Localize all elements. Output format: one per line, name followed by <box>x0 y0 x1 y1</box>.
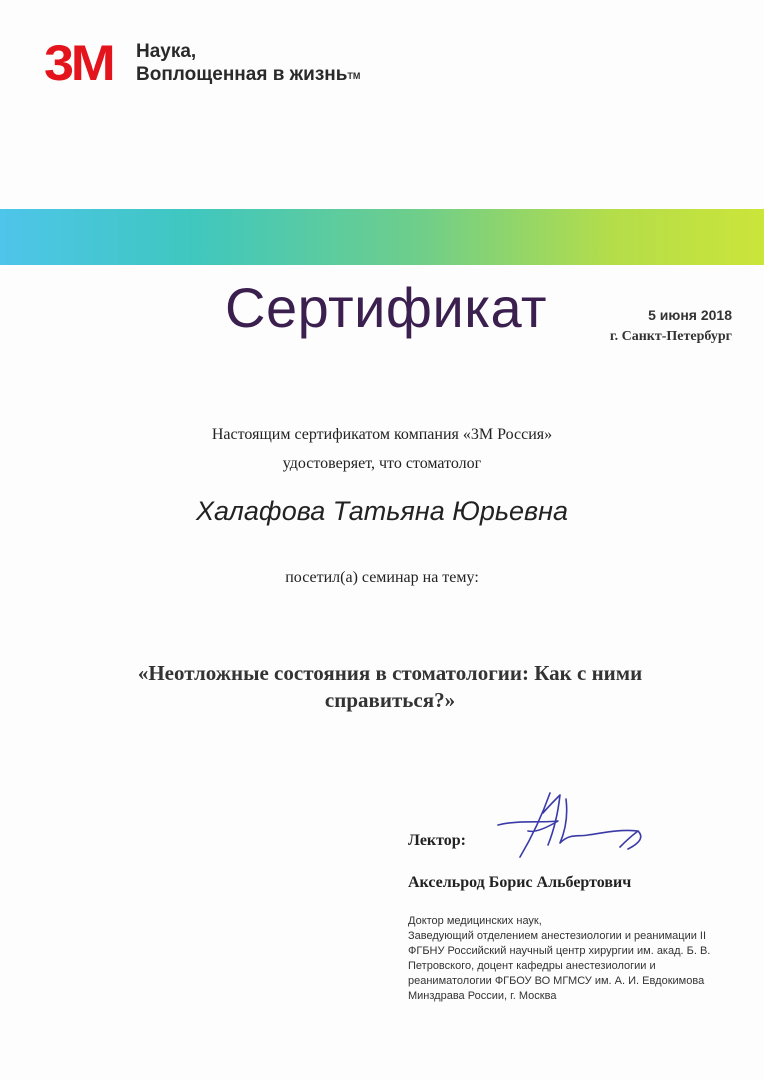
credential-line: Петровского, доцент кафедры анестезиологии и <box>408 960 656 972</box>
brand-tagline <box>136 40 360 86</box>
seminar-topic <box>110 660 670 714</box>
date-block <box>610 304 732 348</box>
trademark-mark: TM <box>347 71 361 81</box>
intro-line-2: удостоверяет, что стоматолог <box>282 455 482 472</box>
topic-line-2: справиться?» <box>324 688 456 712</box>
intro-line-1: Настоящим сертификатом компания «3М Россия» <box>211 426 553 443</box>
gradient-band <box>0 209 764 265</box>
brand-logo-3m: 3M <box>44 35 113 91</box>
certificate-date: 5 июня 2018 <box>648 307 732 323</box>
credential-line: Заведующий отделением анестезиологии и реанимации II <box>408 930 707 942</box>
lector-label: Лектор: <box>408 832 467 849</box>
topic-line-1: «Неотложные состояния в стоматологии: Как с ними <box>137 661 643 685</box>
attended-text: посетил(а) семинар на тему: <box>285 569 479 586</box>
lector-credentials <box>408 914 748 1004</box>
certificate-title: Сертификат <box>225 276 548 339</box>
lector-signature <box>488 785 658 865</box>
credential-line: Доктор медицинских наук, <box>408 915 542 927</box>
lector-name: Аксельрод Борис Альбертович <box>408 874 632 891</box>
credential-line: Минздрава России, г. Москва <box>408 990 557 1002</box>
certificate-city: г. Санкт-Петербург <box>609 329 732 344</box>
tagline-line2: Воплощенная в жизнь™ <box>136 64 361 85</box>
credential-line: ФГБНУ Российский научный центр хирургии им. акад. Б. В. <box>408 945 711 957</box>
credential-line: реаниматологии ФГБОУ ВО МГМСУ им. А. И. Евдокимова <box>408 975 705 987</box>
recipient-name: Халафова Татьяна Юрьевна <box>195 496 569 526</box>
tagline-line1: Наука, <box>136 41 197 62</box>
